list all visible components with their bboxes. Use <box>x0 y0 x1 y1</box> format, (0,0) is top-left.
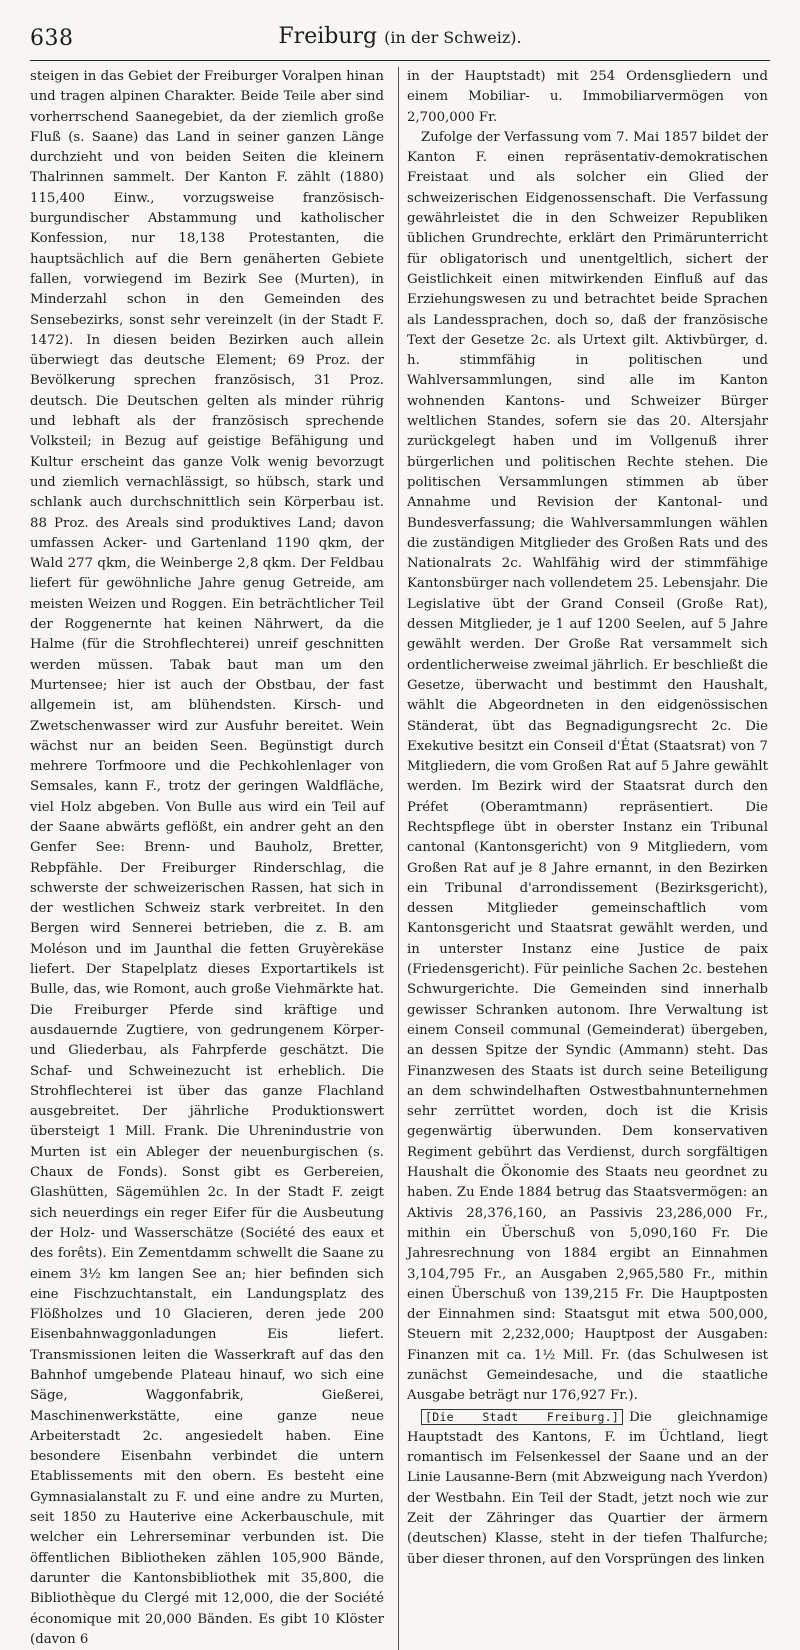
running-title <box>30 24 770 49</box>
left-column <box>30 67 392 1650</box>
city-paragraph-text: Die gleichnamige Hauptstadt des Kantons, F. im Üchtland, liegt romantisch im Felsenkessel der Saane und an der Linie Lausanne-Bern (mit Abzweigung nach Yverdon) der Westbahn. Ein Teil der Stadt, jetzt noch wie zur Zeit der Zähringer das Quartier der ärmern (deutschen) Klasse, steht in der tiefen Thalfurche; über dieser thronen, auf den Vorsprüngen des linken <box>407 1409 768 1567</box>
right-paragraph-constitution: Zufolge der Verfassung vom 7. Mai 1857 bildet der Kanton F. einen repräsentativ-demokratischen Freistaat und als solcher ein Glied der schweizerischen Eidgenossenschaft. Die Verfassung gewährleistet die in den Schweizer Republiken üblichen Grundrechte, erklärt den Primärunterricht für obligatorisch und unentgeltlich, sichert der Geistlichkeit einen mitwirkenden Einfluß auf das Erziehungswesen zu und betrachtet beide Sprachen als Landessprachen, doch so, daß der französische Text der Gesetze 2c. als Urtext gilt. Aktivbürger, d. h. stimmfähig in politischen und Wahlversammlungen, sind alle im Kanton wohnenden Kantons- und Schweizer Bürger weltlichen Standes, sofern sie das 20. Altersjahr zurückgelegt haben und im Vollgenuß ihrer bürgerlichen und politischen Rechte stehen. Die politischen Versammlungen stimmen ab über Annahme und Revision der Kantonal- und Bundesverfassung; die Wahlversammlungen wählen die zuständigen Mitglieder des Großen Rats und des Nationalrats 2c. Wahlfähig wird der stimmfähige Kantonsbürger nach vollendetem 25. Lebensjahr. Die Legislative übt der Grand Conseil (Große Rat), dessen Mitglieder, je 1 auf 1200 Seelen, auf 5 Jahre gewählt werden. Der Große Rat versammelt sich ordentlicherweise zweimal jährlich. Er beschließt die Gesetze, überwacht und bestimmt den Haushalt, wählt die Abgeordneten in den eidgenössischen Ständerat, übt das Begnadigungsrecht 2c. Die Exekutive besitzt ein Conseil d'État (Staatsrat) von 7 Mitgliedern, die vom Großen Rat auf 5 Jahre gewählt werden. Im Bezirk wird der Staatsrat durch den Préfet (Oberamtmann) repräsentiert. Die Rechtspflege übt in oberster Instanz ein Tribunal cantonal (Kantonsgericht) von 9 Mitgliedern, vom Großen Rat auf je 8 Jahre ernannt, in den Bezirken ein Tribunal d'arrondissement (Bezirksgericht), dessen Mitglieder gemeinschaftlich vom Kantonsgericht und Staatsrat gewählt werden, und in unterster Instanz eine Justice de paix (Friedensgericht). Für peinliche Sachen 2c. bestehen Schwurgerichte. Die Gemeinden sind innerhalb gewisser Schranken autonom. Ihre Verwaltung ist einem Conseil communal (Gemeinderat) übergeben, an dessen Spitze der Syndic (Ammann) steht. Das Finanzwesen des Staats ist durch seine Beteiligung an dem schwindelhaften Ostwestbahnunternehmen sehr zerrüttet worden, doch ist die Krisis gegenwärtig überwunden. Dem konservativen Regiment gebührt das Verdienst, durch sorgfältigen Haushalt die Ökonomie des Staats neu geordnet zu haben. Zu Ende 1884 betrug das Staatsvermögen: an Aktivis 28,376,160, an Passivis 23,286,000 Fr., mithin ein Überschuß von 5,090,160 Fr. Die Jahresrechnung von 1884 ergibt an Einnahmen 3,104,795 Fr., an Ausgaben 2,965,580 Fr., mithin einen Überschuß von 139,215 Fr. Die Hauptposten der Einnahmen sind: Staatsgut mit etwa 500,000, Steuern mit 2,232,000; Hauptpost der Ausgaben: Finanzen mit ca. 1½ Mill. Fr. (das Schulwesen ist zunächst Gemeindesache, und die staatliche Ausgabe beträgt nur 176,927 Fr.). <box>407 129 768 1404</box>
running-title-main: Freiburg <box>278 24 378 49</box>
running-title-sub: (in der Schweiz). <box>384 28 522 47</box>
section-label: [Die Stadt Freiburg.] <box>421 1409 623 1425</box>
right-paragraph-1: in der Hauptstadt) mit 254 Ordensgliedern und einem Mobiliar- u. Immobiliarvermögen von 2,700,000 Fr. <box>407 69 768 125</box>
page-number: 638 <box>30 26 74 51</box>
right-paragraph-city <box>407 1407 768 1570</box>
text-columns <box>30 67 770 1650</box>
right-column <box>398 67 768 1650</box>
page-header <box>30 24 770 61</box>
left-paragraph: steigen in das Gebiet der Freiburger Voralpen hinan und tragen alpinen Charakter. Beide Teile aber sind vorherrschend Saanegebiet, da der ziemlich große Fluß (s. Saane) das Land in seiner ganzen Länge durchzieht und von beiden Seiten die kleinern Thalrinnen sammelt. Der Kanton F. zählt (1880) 115,400 Einw., vorzugsweise französisch-burgundischer Abstammung und katholischer Konfession, nur 18,138 Protestanten, die hauptsächlich auf die Bern genäherten Gebiete fallen, vorwiegend im Bezirk See (Murten), in Minderzahl schon in den Gemeinden des Sensebezirks, sonst sehr vereinzelt (in der Stadt F. 1472). In diesen beiden Bezirken auch allein überwiegt das deutsche Element; 69 Proz. der Bevölkerung sprechen französisch, 31 Proz. deutsch. Die Deutschen gelten als minder rührig und lebhaft als der französisch sprechende Volksteil; in Bezug auf geistige Befähigung und Kultur erscheint das ganze Volk wenig bevorzugt und ziemlich vernachlässigt, so hübsch, stark und schlank auch durchschnittlich sein Körperbau ist. 88 Proz. des Areals sind produktives Land; davon umfassen Acker- und Gartenland 1190 qkm, der Wald 277 qkm, die Weinberge 2,8 qkm. Der Feldbau liefert für gewöhnliche Jahre genug Getreide, am meisten Weizen und Roggen. Ein beträchtlicher Teil der Roggenernte hat keinen Nährwert, da die Halme (für die Strohflechterei) unreif geschnitten werden müssen. Tabak baut man um den Murtensee; hier ist auch der Obstbau, der fast allgemein ist, am blühendsten. Kirsch- und Zwetschenwasser wird zur Ausfuhr bereitet. Wein wächst nur an beiden Seen. Begünstigt durch mehrere Torfmoore und die Pechkohlenlager von Semsales, kann F., trotz der geringen Waldfläche, viel Holz abgeben. Von Bulle aus wird ein Teil auf der Saane abwärts geflößt, ein andrer geht an den Genfer See: Brenn- und Bauholz, Bretter, Rebpfähle. Der Freiburger Rinderschlag, die schwerste der schweizerischen Rassen, hat sich in der westlichen Schweiz stark verbreitet. In den Bergen wird Sennerei betrieben, die z. B. am Moléson und im Jaunthal die fetten Gruyèrekäse liefert. Der Stapelplatz dieses Exportartikels ist Bulle, das, wie Romont, auch große Viehmärkte hat. Die Freiburger Pferde sind kräftige und ausdauernde Zugtiere, von gedrungenem Körper- und Gliederbau, als Fahrpferde geschätzt. Die Schaf- und Schweinezucht ist erheblich. Die Strohflechterei ist über das ganze Flachland ausgebreitet. Der jährliche Produktionswert übersteigt 1 Mill. Frank. Die Uhrenindustrie von Murten ist ein Ableger der neuenburgischen (s. Chaux de Fonds). Sonst gibt es Gerbereien, Glashütten, Sägemühlen 2c. In der Stadt F. zeigt sich neuerdings ein reger Eifer für die Ausbeutung der Holz- und Wasserschätze (Société des eaux et des forêts). Ein Zementdamm schwellt die Saane zu einem 3½ km langen See an; hier befinden sich eine Fischzuchtanstalt, ein Landungsplatz des Flößholzes und 10 Glacieren, deren jede 200 Eisenbahnwaggonladungen Eis liefert. Transmissionen leiten die Wasserkraft auf das den Bahnhof umgebende Plateau hinauf, wo sich eine Säge, Waggonfabrik, Gießerei, Maschinenwerkstätte, eine ganze neue Arbeiterstadt 2c. angesiedelt haben. Eine besondere Eisenbahn verbindet die untern Etablissements mit den obern. Es besteht eine Gymnasialanstalt zu F. und eine andre zu Murten, seit 1850 zu Hauterive eine Ackerbauschule, mit welcher ein Lehrerseminar verbunden ist. Die öffentlichen Bibliotheken zählen 105,900 Bände, darunter die Kantonsbibliothek mit 35,800, die Bibliothèque du Clergé mit 12,000, die der Société économique mit 20,000 Bänden. Es gibt 10 Klöster (davon 6 <box>30 69 384 1647</box>
